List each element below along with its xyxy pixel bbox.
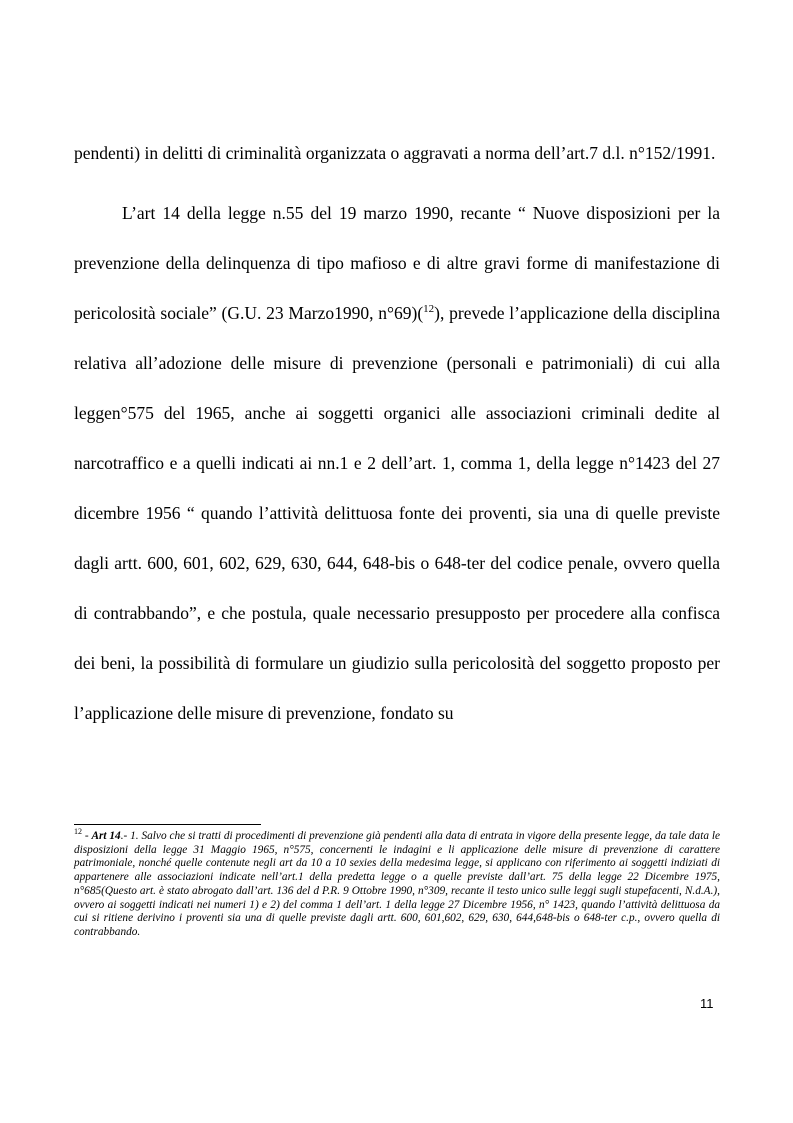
- paragraph-2-text-a: L’art 14 della legge n.55 del 19 marzo 1990, recante “ Nuove disposizioni per la prevenzione della delinquenza di tipo mafioso e di altre gravi forme di manifestazione di pericolosità sociale” (G.U. 23 Marzo1990, n°69)(: [74, 203, 720, 323]
- footnote-number: 12: [74, 827, 82, 837]
- paragraph-art-14: [74, 188, 720, 738]
- footnote-reference[interactable]: 12: [423, 303, 435, 316]
- paragraph-2-text-b: ), prevede l’applicazione della disciplina relativa all’adozione delle misure di prevenzione (personali e patrimoniali) di cui alla leggen°575 del 1965, anche ai soggetti organici alle associazioni criminali dedite al narcotraffico e a quelli indicati ai nn.1 e 2 dell’art. 1, comma 1, della legge n°1423 del 27 dicembre 1956 “ quando l’attività delittuosa fonte dei proventi, sia una di quelle previste dagli artt. 600, 601, 602, 629, 630, 644, 648-bis o 648-ter del codice penale, ovvero quella di contrabbando”, e che postula, quale necessario presupposto per procedere alla confisca dei beni, la possibilità di formulare un giudizio sulla pericolosità del soggetto proposto per l’applicazione delle misure di prevenzione, fondato su: [74, 303, 721, 723]
- footnote-label: Art 14: [91, 830, 121, 842]
- footnote-separator: [74, 824, 261, 825]
- footnote-12: [74, 827, 720, 940]
- paragraph-continuation: [74, 128, 720, 178]
- paragraph-spacer: [74, 178, 720, 188]
- footnote-dash: -: [82, 830, 92, 842]
- footnote-text: .- 1. Salvo che si tratti di procedimenti di prevenzione già pendenti alla data di entrata in vigore della presente legge, da tale data le disposizioni della legge 31 Maggio 1965, n°575, concernenti le indagini e li applicazione delle misure di prevenzione di carattere patrimoniale, nonché quelle contenute negli art da 10 a 10 sexies della medesima legge, si applicano con riferimento ai soggetti indiziati di appartenere alle associazioni indicate nell’art.1 della predetta legge o a quelle previste dall’art. 75 della legge 22 Dicembre 1975, n°685(Questo art. è stato abrogato dall’art. 136 del d P.R. 9 Ottobre 1990, n°309, recante il testo unico sulle leggi sugli stupefacenti, N.d.A.), ovvero ai soggetti indicati nei numeri 1) e 2) del comma 1 dell’art. 1 della legge 27 Dicembre 1956, n° 1423, quando l’attività delittuosa da cui si ritiene derivino i proventi sia una di quelle previste dagli artt. 600, 601,602, 629, 630, 644,648-bis o 648-ter c.p., ovvero quella di contrabbando.: [74, 830, 720, 938]
- paragraph-1-text: pendenti) in delitti di criminalità organizzata o aggravati a norma dell’art.7 d.l. n°152/1991.: [74, 143, 716, 163]
- page-number: 11: [700, 996, 714, 1011]
- main-text: [74, 128, 720, 738]
